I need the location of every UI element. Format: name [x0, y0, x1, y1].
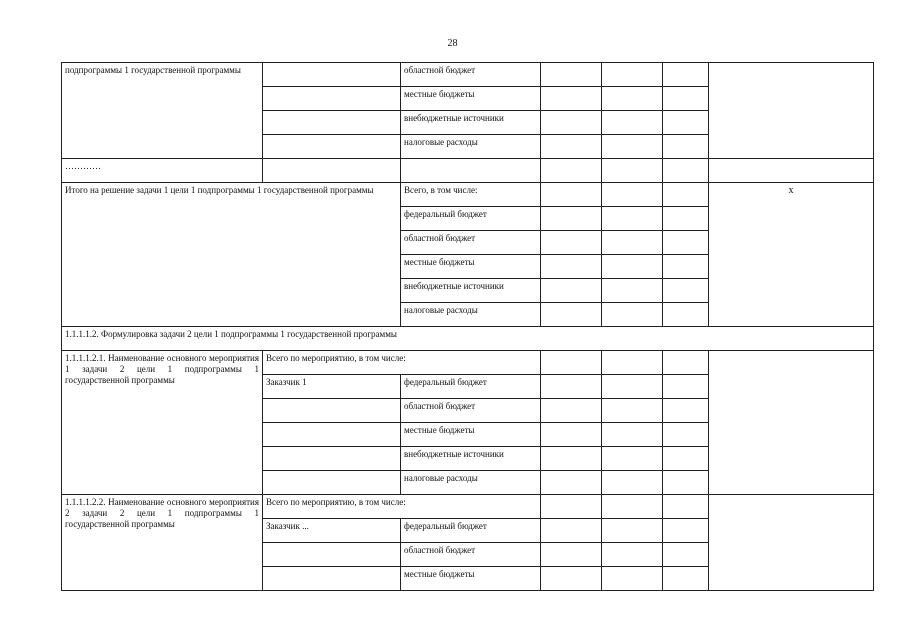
table-cell: [263, 399, 401, 423]
table-cell: [263, 159, 401, 183]
table-cell: [602, 399, 663, 423]
total-cell: Всего по мероприятию, в том числе:: [263, 351, 541, 375]
table-cell: [602, 183, 663, 207]
customer-cell: Заказчик ...: [263, 519, 401, 543]
table-cell: [602, 135, 663, 159]
total-cell: Всего по мероприятию, в том числе:: [263, 495, 541, 519]
table-cell: [663, 231, 709, 255]
table-cell: [541, 471, 602, 495]
table-cell: [602, 423, 663, 447]
table-cell: [602, 543, 663, 567]
table-cell: [263, 471, 401, 495]
table-cell: [541, 519, 602, 543]
table-cell: [263, 111, 401, 135]
table-cell: [541, 567, 602, 591]
table-cell: [663, 543, 709, 567]
table-cell: [541, 447, 602, 471]
table-row: [62, 159, 874, 183]
table-cell: [541, 111, 602, 135]
source-cell: областной бюджет: [401, 63, 541, 87]
table-cell: [541, 159, 602, 183]
table-cell: [602, 255, 663, 279]
table-row: [62, 63, 874, 87]
source-cell: местные бюджеты: [401, 423, 541, 447]
source-cell: областной бюджет: [401, 231, 541, 255]
table-cell: [541, 399, 602, 423]
table-cell: [663, 255, 709, 279]
table-cell: [602, 231, 663, 255]
table-cell: [541, 255, 602, 279]
table-cell: [663, 303, 709, 327]
table-cell: [541, 63, 602, 87]
table-cell: [663, 567, 709, 591]
table-cell: [663, 495, 709, 519]
source-cell: внебюджетные источники: [401, 111, 541, 135]
table-cell: [602, 159, 663, 183]
source-cell: федеральный бюджет: [401, 375, 541, 399]
source-cell: налоговые расходы: [401, 135, 541, 159]
table-row: [62, 351, 874, 375]
source-cell: внебюджетные источники: [401, 279, 541, 303]
source-cell: областной бюджет: [401, 399, 541, 423]
table-cell: [263, 135, 401, 159]
table-cell: [663, 207, 709, 231]
source-cell: налоговые расходы: [401, 471, 541, 495]
table-cell: [541, 423, 602, 447]
table-cell: [263, 543, 401, 567]
source-cell: Всего, в том числе:: [401, 183, 541, 207]
table-cell: [663, 351, 709, 375]
table-cell: [663, 135, 709, 159]
table-cell: [541, 495, 602, 519]
source-cell: местные бюджеты: [401, 255, 541, 279]
table-cell: [541, 87, 602, 111]
table-cell: [663, 279, 709, 303]
table-cell: [541, 375, 602, 399]
table-cell: [263, 87, 401, 111]
table-cell: [709, 351, 874, 495]
row-label: подпрограммы 1 государственной программы: [62, 63, 263, 159]
table-cell: [663, 87, 709, 111]
table-cell: [263, 567, 401, 591]
table-cell: [602, 471, 663, 495]
source-cell: налоговые расходы: [401, 303, 541, 327]
source-cell: внебюджетные источники: [401, 447, 541, 471]
not-applicable-mark: х: [709, 183, 874, 327]
source-cell: местные бюджеты: [401, 567, 541, 591]
table-cell: [541, 231, 602, 255]
budget-table: [61, 62, 874, 591]
page-number: 28: [447, 38, 458, 49]
table-cell: [602, 279, 663, 303]
source-cell: федеральный бюджет: [401, 519, 541, 543]
table-cell: [663, 423, 709, 447]
table-cell: [663, 159, 709, 183]
table-cell: [541, 183, 602, 207]
table-cell: [663, 399, 709, 423]
table-cell: [541, 303, 602, 327]
row-label: Итого на решение задачи 1 цели 1 подпрограммы 1 государственной программы: [62, 183, 401, 327]
table-cell: [602, 303, 663, 327]
table-cell: [263, 447, 401, 471]
table-cell: [663, 111, 709, 135]
table-cell: [663, 471, 709, 495]
table-cell: [663, 183, 709, 207]
table-cell: [663, 447, 709, 471]
source-cell: местные бюджеты: [401, 87, 541, 111]
table-cell: [709, 495, 874, 591]
table-cell: [602, 495, 663, 519]
table-cell: [602, 447, 663, 471]
row-label: 1.1.1.1.2.2. Наименование основного мероприятия 2 задачи 2 цели 1 подпрограммы 1 государственной программы: [62, 495, 263, 591]
table-cell: [541, 135, 602, 159]
table-cell: [541, 279, 602, 303]
table-cell: [709, 63, 874, 159]
table-cell: [541, 207, 602, 231]
table-cell: [602, 375, 663, 399]
table-cell: [602, 111, 663, 135]
table-row: [62, 183, 874, 207]
table-cell: [602, 87, 663, 111]
table-cell: [602, 567, 663, 591]
customer-cell: Заказчик 1: [263, 375, 401, 399]
source-cell: областной бюджет: [401, 543, 541, 567]
table-cell: [602, 63, 663, 87]
table-cell: [663, 63, 709, 87]
table-cell: [602, 207, 663, 231]
table-cell: [602, 519, 663, 543]
source-cell: федеральный бюджет: [401, 207, 541, 231]
table-row: [62, 327, 874, 351]
table-cell: [709, 159, 874, 183]
table-cell: [263, 63, 401, 87]
table-cell: [401, 159, 541, 183]
table-cell: [602, 351, 663, 375]
table-cell: [663, 519, 709, 543]
table-row: [62, 495, 874, 519]
ellipsis-cell: …………: [62, 159, 263, 183]
table-cell: [541, 351, 602, 375]
row-label: 1.1.1.1.2.1. Наименование основного мероприятия 1 задачи 2 цели 1 подпрограммы 1 государственной программы: [62, 351, 263, 495]
table-cell: [541, 543, 602, 567]
table-cell: [663, 375, 709, 399]
section-heading: 1.1.1.1.2. Формулировка задачи 2 цели 1 подпрограммы 1 государственной программы: [62, 327, 874, 351]
table-cell: [263, 423, 401, 447]
